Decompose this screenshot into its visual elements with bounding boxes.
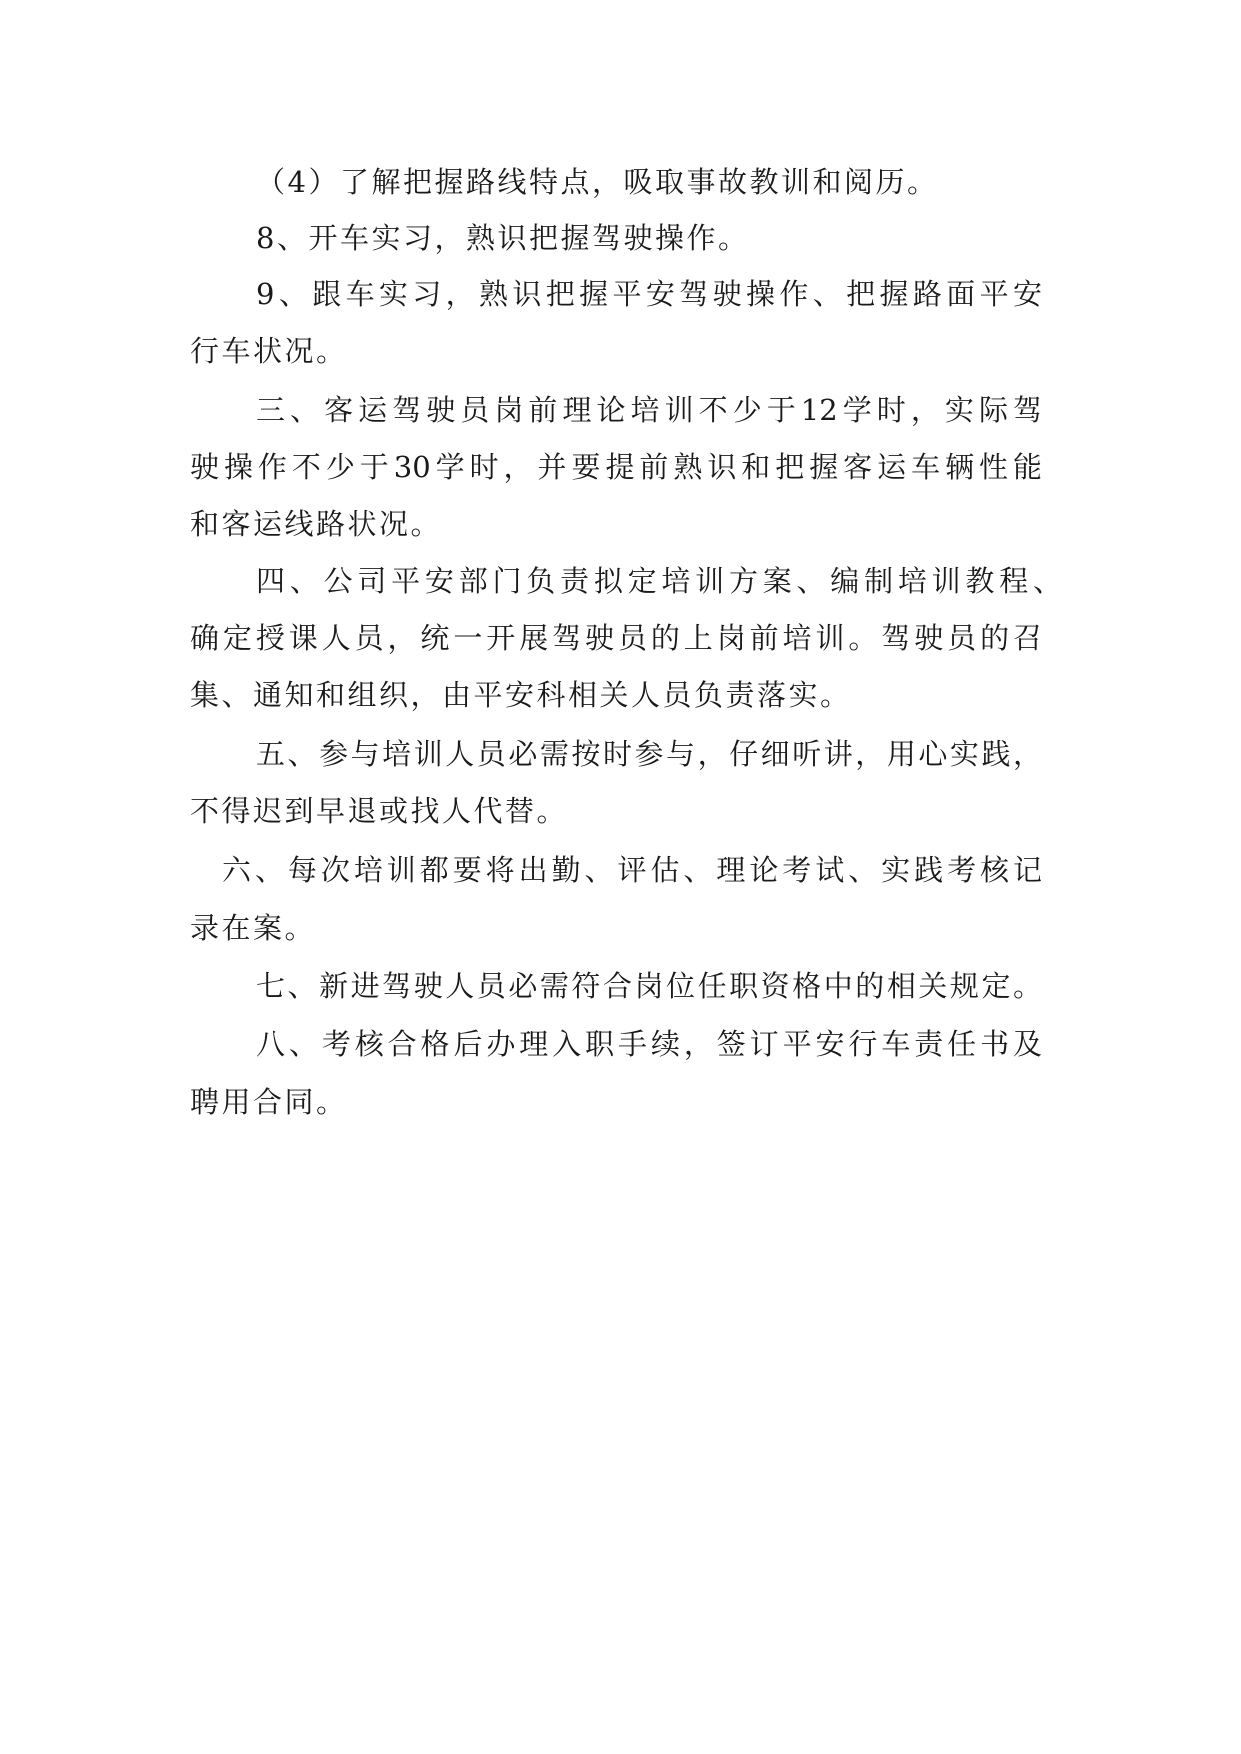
text-line-section-3-cont-2: 和客运线路状况。 (190, 507, 443, 541)
text-line-section-4: 四、公司平安部门负责拟定培训方案、编制培训教程、 (256, 564, 1062, 598)
text-line-section-8: 八、考核合格后办理入职手续，签订平安行车责任书及 (256, 1027, 1042, 1061)
text-line-section-3: 三、客运驾驶员岗前理论培训不少于12学时，实际驾 (256, 393, 1042, 427)
text-line-section-7: 七、新进驾驶人员必需符合岗位任职资格中的相关规定。 (256, 969, 1042, 1003)
text-line-section-8-cont: 聘用合同。 (190, 1085, 348, 1119)
text-line-item-8: 8、开车实习，熟识把握驾驶操作。 (256, 221, 750, 255)
text-line-section-5: 五、参与培训人员必需按时参与，仔细听讲，用心实践， (256, 737, 1042, 771)
text-line-item-9-cont: 行车状况。 (190, 334, 348, 368)
text-line-section-5-cont: 不得迟到早退或找人代替。 (190, 794, 569, 828)
text-line-section-6: 六、每次培训都要将出勤、评估、理论考试、实践考核记 (222, 853, 1042, 887)
text-line-section-4-cont-2: 集、通知和组织，由平安科相关人员负责落实。 (190, 678, 852, 712)
text-line-item-9: 9、跟车实习，熟识把握平安驾驶操作、把握路面平安 (256, 277, 1042, 311)
text-line-section-6-cont: 录在案。 (190, 911, 317, 945)
text-line-section-3-cont-1: 驶操作不少于30学时，并要提前熟识和把握客运车辆性能 (190, 450, 1042, 484)
text-line-section-4-cont-1: 确定授课人员，统一开展驾驶员的上岗前培训。驾驶员的召 (190, 621, 1042, 655)
text-line-training-item-4: （4）了解把握路线特点，吸取事故教训和阅历。 (256, 165, 939, 199)
